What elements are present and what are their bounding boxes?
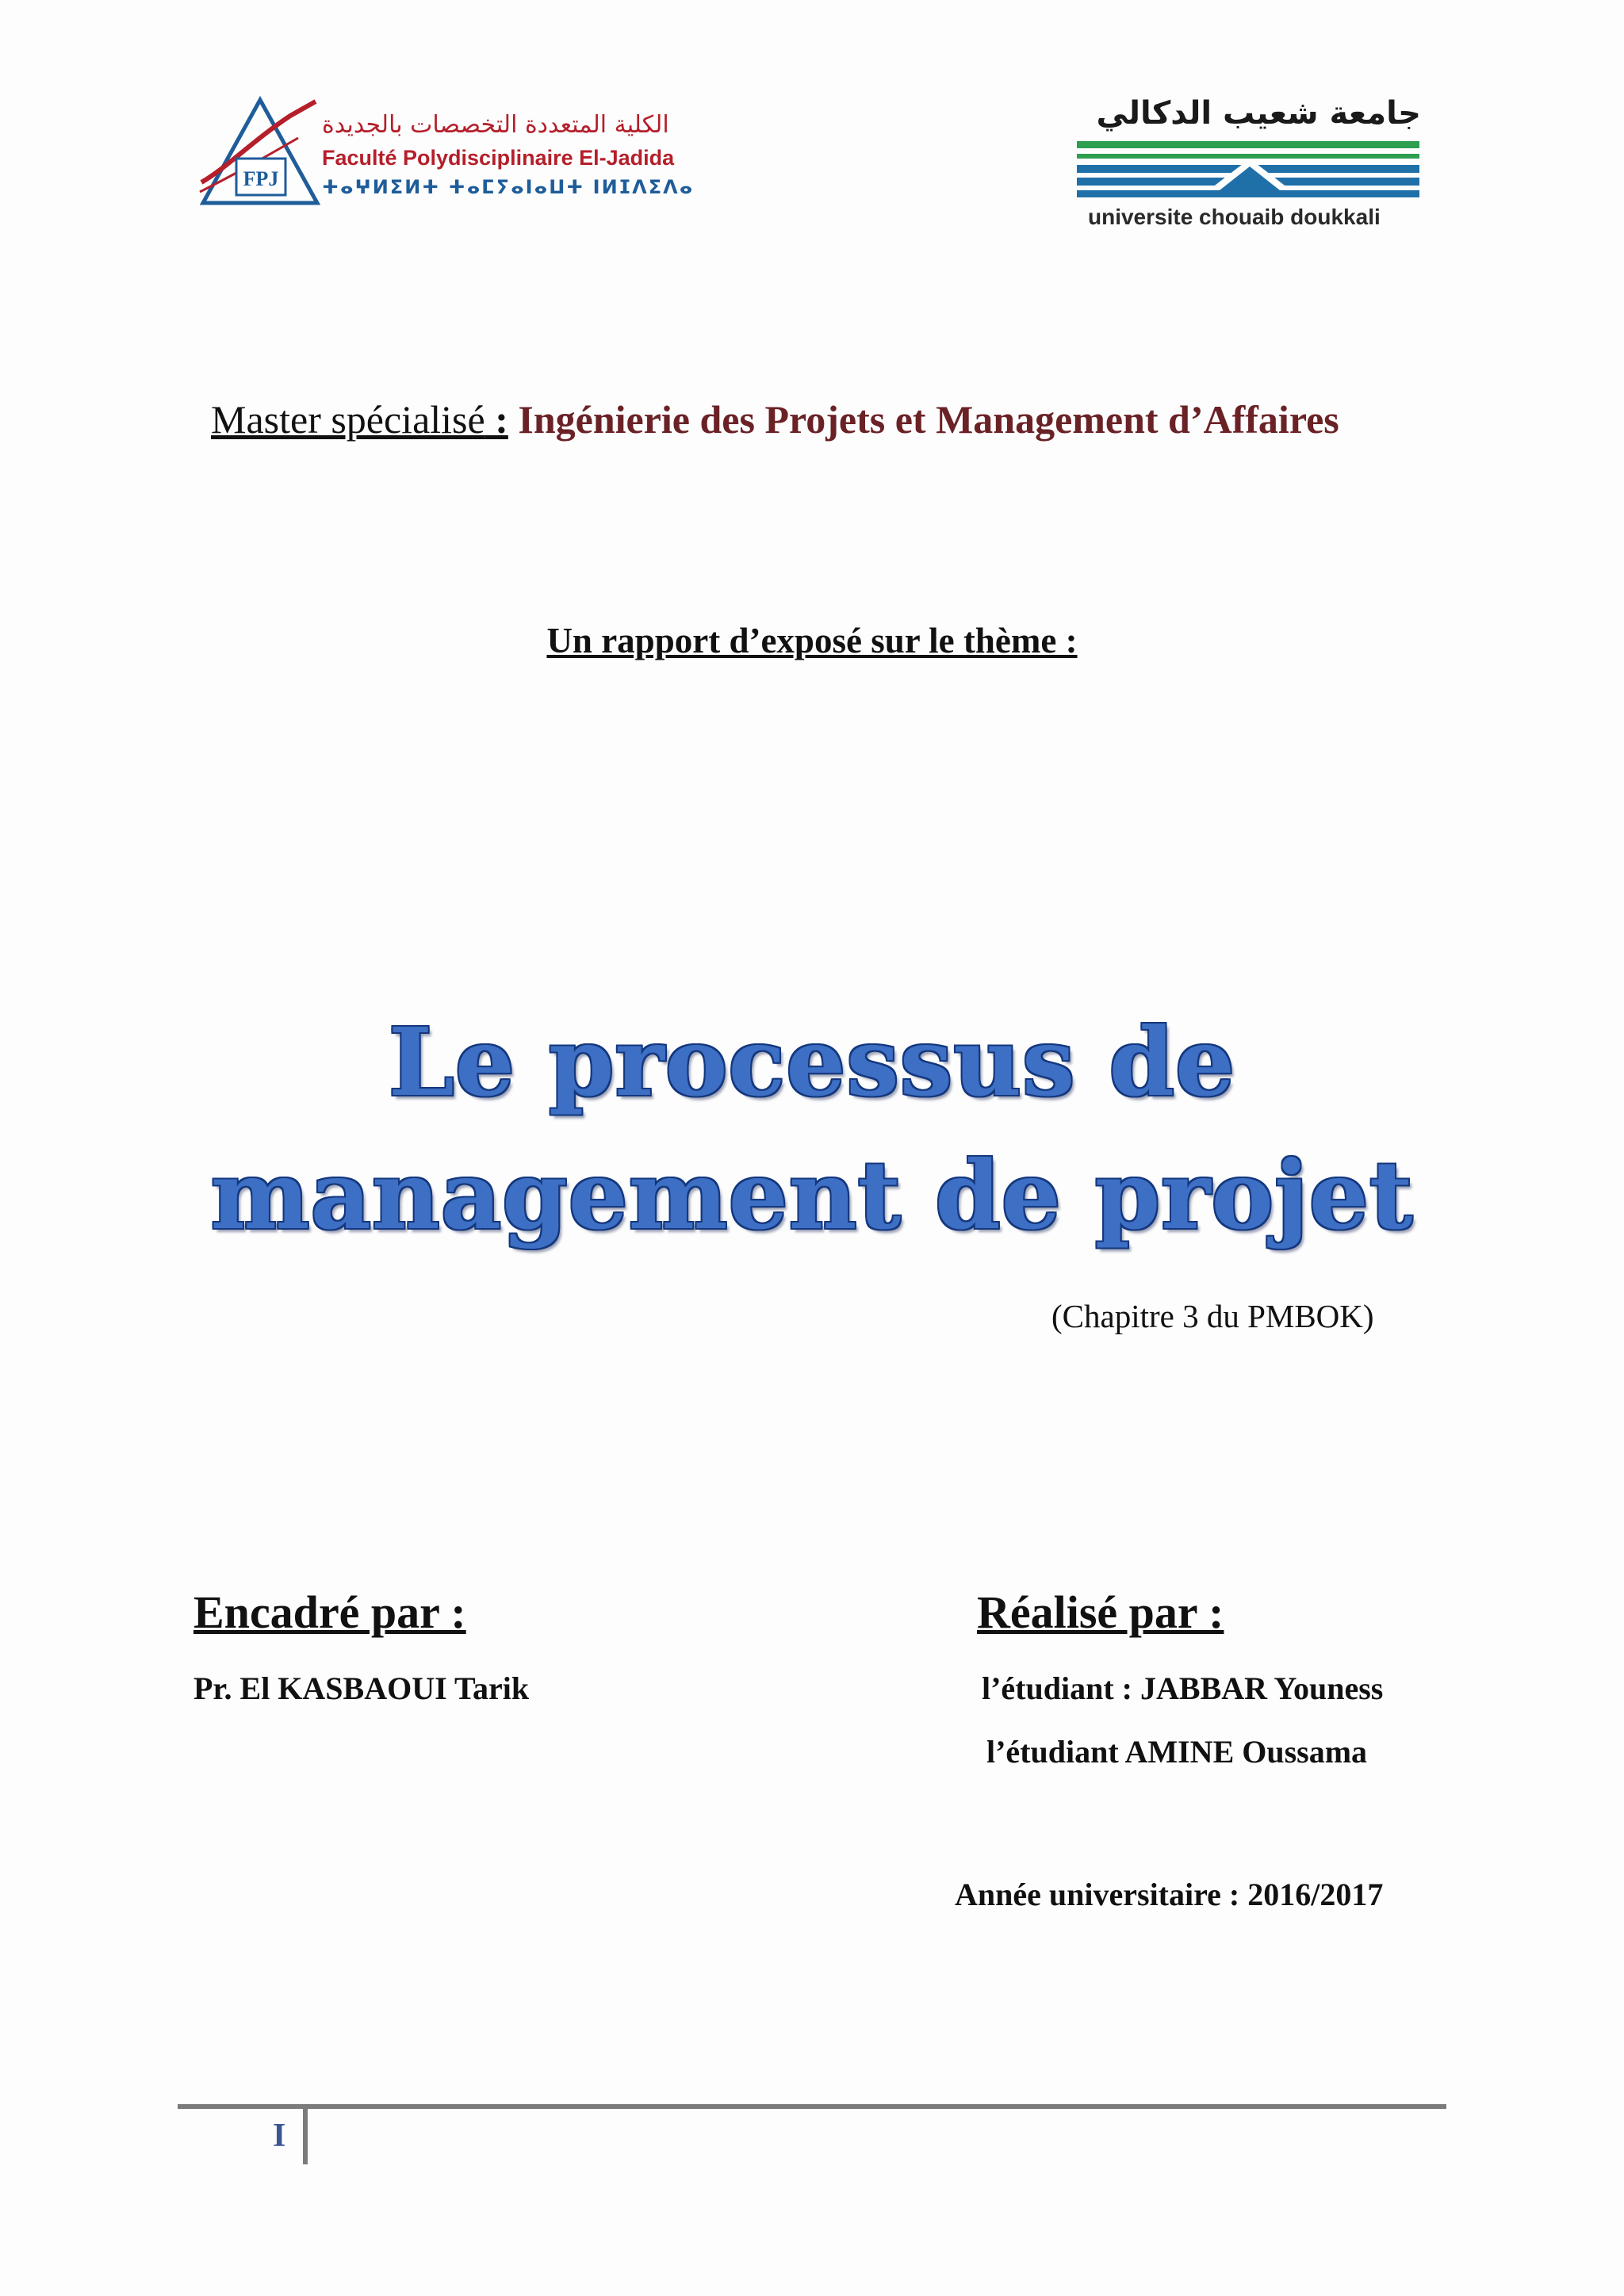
faculty-french-name: Faculté Polydisciplinaire El-Jadida xyxy=(322,146,675,170)
chapter-note: (Chapitre 3 du PMBOK) xyxy=(1051,1298,1374,1334)
university-arabic-name: جامعة شعيب الدكالي xyxy=(1096,95,1421,132)
university-latin-name: universite chouaib doukkali xyxy=(1088,205,1381,229)
faculty-logo xyxy=(197,94,720,244)
report-title-line-1: Le processus de xyxy=(388,1007,1236,1117)
program-line xyxy=(211,396,1448,442)
program-name: Ingénierie des Projets et Management d’Affaires xyxy=(518,397,1339,442)
footer-rule xyxy=(178,2104,1446,2109)
university-emblem-icon xyxy=(1075,141,1424,201)
university-logo xyxy=(1075,92,1424,235)
footer-divider xyxy=(303,2104,308,2164)
program-label: Master spécialisé xyxy=(211,397,485,442)
supervisor-name: Pr. El KASBAOUI Tarik xyxy=(193,1670,530,1706)
student-name-1: l’étudiant : JABBAR Youness xyxy=(982,1670,1384,1706)
report-title-line-2: management de projet xyxy=(210,1140,1414,1250)
faculty-tifinagh-name: ⵜⴰⵖⵍⵉⵍⵜ ⵜⴰⵎⵢⴰⵏⴰⵡⵜ ⵏⵍⵊⴷⵉⴷⴰ xyxy=(322,176,695,198)
faculty-arabic-name: الكلية المتعددة التخصصات بالجديدة xyxy=(322,111,669,139)
academic-year: Année universitaire : 2016/2017 xyxy=(955,1877,1384,1912)
faculty-emblem-text: FPJ xyxy=(243,167,279,190)
student-name-2: l’étudiant AMINE Oussama xyxy=(986,1734,1368,1770)
supervised-by-heading: Encadré par : xyxy=(193,1586,466,1638)
page-number: I xyxy=(273,2118,286,2154)
theme-intro: Un rapport d’exposé sur le thème : xyxy=(546,621,1078,660)
faculty-emblem-icon xyxy=(197,94,324,212)
realized-by-heading: Réalisé par : xyxy=(977,1586,1224,1638)
program-colon: : xyxy=(485,397,508,442)
